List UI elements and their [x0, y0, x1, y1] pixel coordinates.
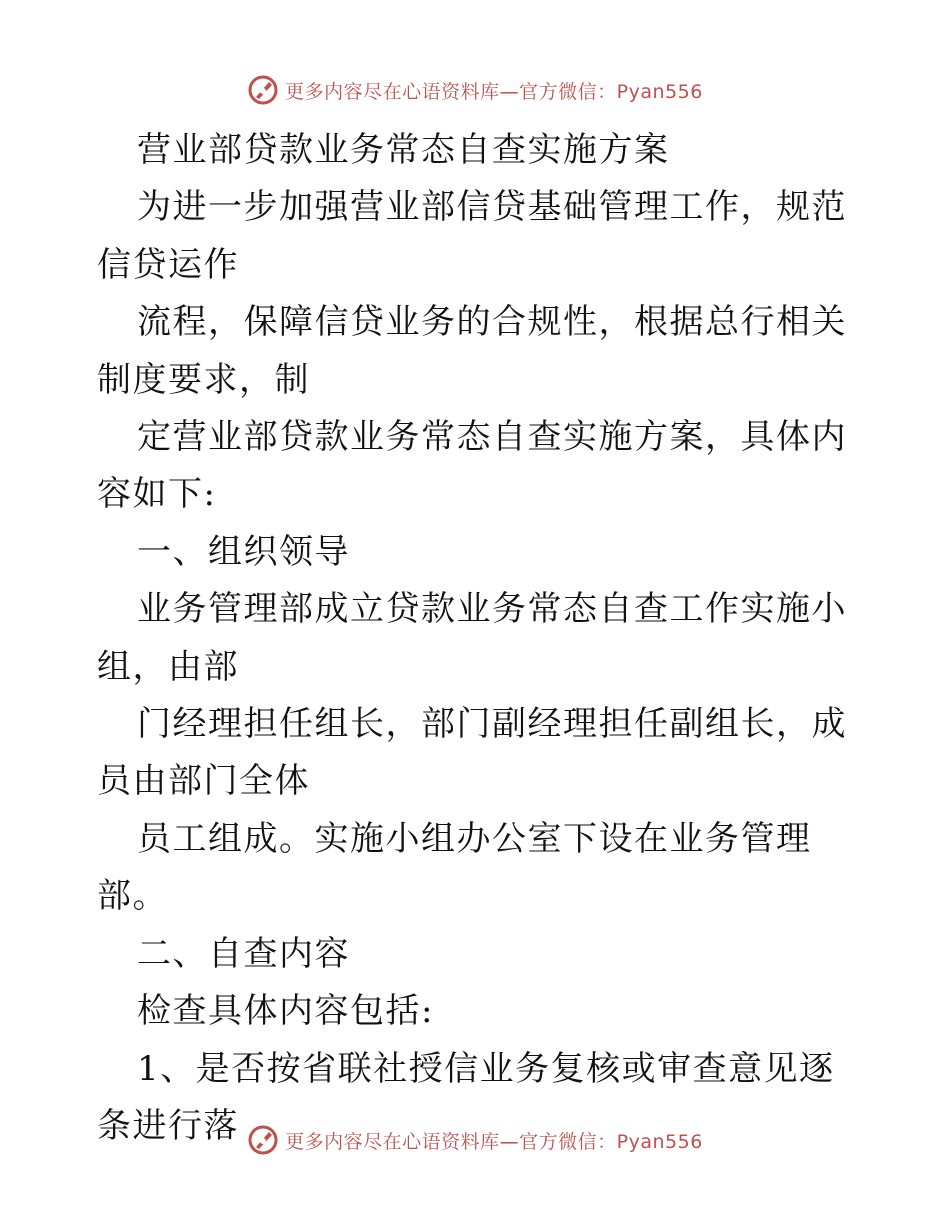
paragraph-organization-3: 员工组成。实施小组办公室下设在业务管理部。: [97, 818, 812, 917]
watermark-text: 更多内容尽在心语资料库—官方微信：Pyan556: [285, 1130, 703, 1153]
paragraph-intro-3: 定营业部贷款业务常态自查实施方案，具体内容如下:: [97, 417, 847, 515]
watermark-text: 更多内容尽在心语资料库—官方微信：Pyan556: [285, 80, 703, 103]
paragraph-intro-1: 为进一步加强营业部信贷基础管理工作，规范信贷运作: [97, 187, 847, 285]
document-title: 营业部贷款业务常态自查实施方案: [137, 130, 670, 170]
paragraph-organization-2: 门经理担任组长，部门副经理担任副组长，成员由部门全体: [97, 704, 847, 802]
paragraph-intro-2: 流程，保障信贷业务的合规性，根据总行相关制度要求，制: [97, 302, 847, 400]
paragraph-content-intro: 检查具体内容包括:: [137, 991, 434, 1032]
document-body: [97, 122, 857, 1155]
list-item-1: 1、是否按省联社授信业务复核或审查意见逐条进行落: [97, 1048, 835, 1146]
paragraph-organization-1: 业务管理部成立贷款业务常态自查工作实施小组，由部: [97, 589, 847, 687]
quill-pen-logo-icon: [247, 1124, 279, 1156]
section-heading-organization: 一、组织领导: [137, 531, 350, 572]
quill-pen-logo-icon: [247, 74, 279, 106]
footer-watermark: [0, 1120, 950, 1160]
header-watermark: [0, 70, 950, 110]
section-heading-content: 二、自查内容: [137, 933, 350, 974]
